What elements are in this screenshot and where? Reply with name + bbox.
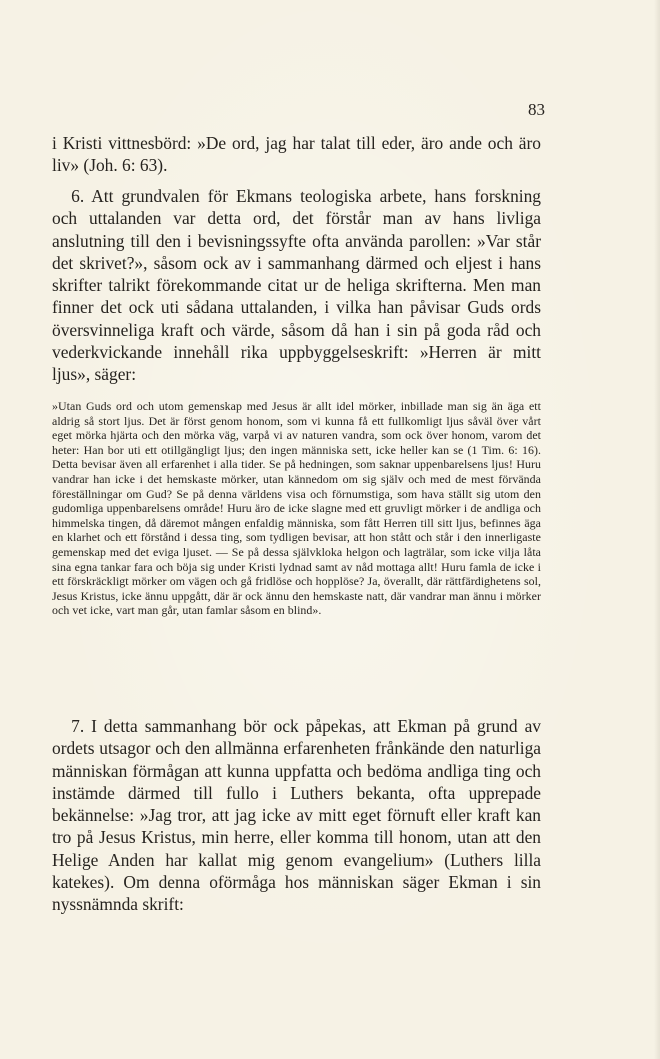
page-edge-shadow bbox=[654, 0, 660, 1059]
block-quote: »Utan Guds ord och utom gemenskap med Jesus är allt idel mörker, inbillade man sig än äga ett aldrig så stort ljus. Det är först genom honom, som vi kunna få ett fullkomligt ljus såväl över vårt eget mörka hjärta och den mörka väg, varpå vi av naturen vandra, som ock över honom, varom det heter: Han bor uti ett otillgängligt ljus; den ingen människa sett, icke heller kan se (1 Tim. 6: 16). Detta bevisar även all erfarenhet i alla tider. Se på hedningen, som saknar uppenbarelsens ljus! Huru vandrar han icke i det hemskaste mörker, utan kännedom om sig själv och med de mest förvända föreställningar om Gud? Se på denna världens visa och förnumstiga, som hava ställt sig utom den gudomliga uppenbarelsens område! Huru äro de icke slagne med ett gruvligt mörker i de andliga och himmelska tingen, då däremot mången enfaldig människa, som fått Herren till sitt ljus, befinnes äga en klarhet och ett förstånd i dessa ting, som tydligen bevisar, att hon stått och står i den innerligaste gemenskap med det eviga ljuset. — Se på dessa självkloka helgon och lagträlar, som icke vilja låta sina egna tankar fara och böja sig under Kristi lydnad samt av nåd mottaga allt! Huru famla de icke i ett förskräckligt mörker om vägen och gå fridlöse och hopplöse? Ja, överallt, där rättfärdighetens sol, Jesus Kristus, icke ännu uppgått, där är ock ännu den hemskaste natt, där vandrar man ännu i mörker och vet icke, vart man går, utan famlar såsom en blind». bbox=[52, 399, 541, 618]
paragraph-section-7: 7. I detta sammanhang bör ock påpekas, att Ekman på grund av ordets utsagor och den allmänna erfarenheten frånkände den naturliga människan förmågan att kunna uppfatta och bedöma andliga ting och instämde därmed till fullo i Luthers bekanta, ofta upprepade bekännelse: »Jag tror, att jag icke av mitt eget förnuft eller kraft kan tro på Jesus Kristus, min herre, eller komma till honom, utan att den Helige Anden har kallat mig genom evangelium» (Luthers lilla katekes). Om denna oförmåga hos människan säger Ekman i sin nyssnämnda skrift: bbox=[52, 716, 541, 915]
paragraph-section-6: 6. Att grundvalen för Ekmans teologiska arbete, hans forskning och uttalanden var detta ord, det förstår man av hans livliga anslutning till den i bevisningssyfte ofta använda parollen: »Var står det skrivet?», såsom ock av i sammanhang därmed och eljest i hans skrifter talrikt förekommande citat ur de heliga skrifterna. Men man finner det ock uti sådana uttalanden, i vilka han påvisar Guds ords översvinneliga kraft och värde, såsom då han i sin på goda råd och vederkvickande innehåll rika uppbyggelseskrift: »Herren är mitt ljus», säger: bbox=[52, 186, 541, 385]
page-number: 83 bbox=[528, 100, 545, 119]
paragraph-continuation: i Kristi vittnesbörd: »De ord, jag har talat till eder, äro ande och äro liv» (Joh. 6: 63). bbox=[52, 133, 541, 176]
